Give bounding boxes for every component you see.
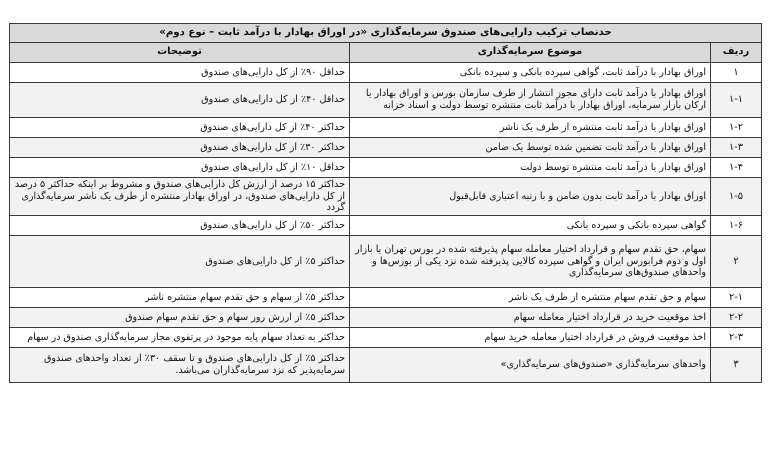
row-index: ۱-۴ xyxy=(711,158,762,178)
table-row xyxy=(10,216,762,236)
row-topic: اوراق بهادار با درآمد ثابت تضمین شده توسط یک ضامن xyxy=(350,138,711,158)
table-row xyxy=(10,348,762,383)
row-index: ۲-۳ xyxy=(711,328,762,348)
column-header-topic: موضوع سرمایه‌گذاری xyxy=(350,43,711,63)
row-description: حداقل ۱۰٪ از کل دارایی‌های صندوق xyxy=(10,158,350,178)
table-row xyxy=(10,118,762,138)
row-description: حداکثر ۱۵ درصد از ارزش کل دارایی‌های صندوق و مشروط بر اینکه حداکثر ۵ درصد از کل دارایی‌های صندوق، در اوراق بهادار منتشره از طرف یک ناشر سرمایه‌گذاری گردد xyxy=(10,178,350,216)
header-row xyxy=(10,43,762,63)
row-topic: اخذ موقعیت فروش در قرارداد اختیار معامله خرید سهام xyxy=(350,328,711,348)
row-topic: اوراق بهادار با درآمد ثابت منتشره توسط دولت xyxy=(350,158,711,178)
row-description: حداکثر ۵٪ از ارزش روز سهام و حق تقدم سهام صندوق xyxy=(10,308,350,328)
row-index: ۳ xyxy=(711,348,762,383)
document-container xyxy=(9,23,761,383)
row-description: حداکثر ۵٪ از کل دارایی‌های صندوق xyxy=(10,236,350,288)
row-index: ۱ xyxy=(711,63,762,83)
row-description: حداکثر ۳۰٪ از کل دارایی‌های صندوق xyxy=(10,138,350,158)
row-topic: اخذ موقعیت خرید در قرارداد اختیار معامله سهام xyxy=(350,308,711,328)
row-description: حداکثر ۵۰٪ از کل دارایی‌های صندوق xyxy=(10,216,350,236)
table-row xyxy=(10,158,762,178)
column-header-index: ردیف xyxy=(711,43,762,63)
row-index: ۲ xyxy=(711,236,762,288)
row-description: حداکثر به تعداد سهام پایه موجود در پرتفوی مجاز سرمایه‌گذاری صندوق در سهام xyxy=(10,328,350,348)
table-row xyxy=(10,138,762,158)
row-topic: گواهی سپرده بانکی و سپرده بانکی xyxy=(350,216,711,236)
row-index: ۱-۲ xyxy=(711,118,762,138)
row-description: حداکثر ۵٪ از کل دارایی‌های صندوق و تا سقف ۳۰٪ از تعداد واحدهای صندوق سرمایه‌پذیر که نزد سرمایه‌گذاران می‌باشد. xyxy=(10,348,350,383)
row-index: ۲-۱ xyxy=(711,288,762,308)
table-row xyxy=(10,178,762,216)
row-topic: اوراق بهادار با درآمد ثابت بدون ضامن و با رتبه اعتباری قابل‌قبول xyxy=(350,178,711,216)
title-row xyxy=(10,24,762,43)
column-header-description: توضیحات xyxy=(10,43,350,63)
row-topic: سهام، حق تقدم سهام و قرارداد اختیار معامله سهام پذیرفته شده در بورس تهران یا بازار اول و دوم فرابورس ایران و گواهی سپرده کالایی پذیرفته شده نزد یکی از بورس‌ها و واحدهای صندوق‌های سرمایه‌گذاری xyxy=(350,236,711,288)
table-row xyxy=(10,328,762,348)
table-row xyxy=(10,308,762,328)
table-title: حدنصاب ترکیب دارایی‌های صندوق سرمایه‌گذاری «در اوراق بهادار با درآمد ثابت – نوع دوم» xyxy=(10,24,762,43)
table-row xyxy=(10,83,762,118)
row-index: ۱-۳ xyxy=(711,138,762,158)
row-description: حداقل ۴۰٪ از کل دارایی‌های صندوق xyxy=(10,83,350,118)
table-row xyxy=(10,63,762,83)
row-index: ۲-۲ xyxy=(711,308,762,328)
row-topic: اوراق بهادار با درآمد ثابت منتشره از طرف یک ناشر xyxy=(350,118,711,138)
row-index: ۱-۱ xyxy=(711,83,762,118)
row-topic: اوراق بهادار با درآمد ثابت، گواهی سپرده بانکی و سپرده بانکی xyxy=(350,63,711,83)
row-topic: واحدهای سرمایه‌گذاری «صندوق‌های سرمایه‌گذاری» xyxy=(350,348,711,383)
table-row xyxy=(10,288,762,308)
row-index: ۱-۶ xyxy=(711,216,762,236)
row-description: حداکثر ۵٪ از سهام و حق تقدم سهام منتشره ناشر xyxy=(10,288,350,308)
allocation-table xyxy=(9,23,762,383)
row-description: حداقل ۹۰٪ از کل دارایی‌های صندوق xyxy=(10,63,350,83)
row-description: حداکثر ۴۰٪ از کل دارایی‌های صندوق xyxy=(10,118,350,138)
row-topic: سهام و حق تقدم سهام منتشره از طرف یک ناشر xyxy=(350,288,711,308)
table-row xyxy=(10,236,762,288)
table-body xyxy=(10,24,762,383)
row-topic: اوراق بهادار با درآمد ثابت دارای مجوز انتشار از طرف سازمان بورس و اوراق بهادار یا ارکان بازار سرمایه، اوراق بهادار با درآمد ثابت منتشره توسط دولت و اسناد خزانه xyxy=(350,83,711,118)
row-index: ۱-۵ xyxy=(711,178,762,216)
